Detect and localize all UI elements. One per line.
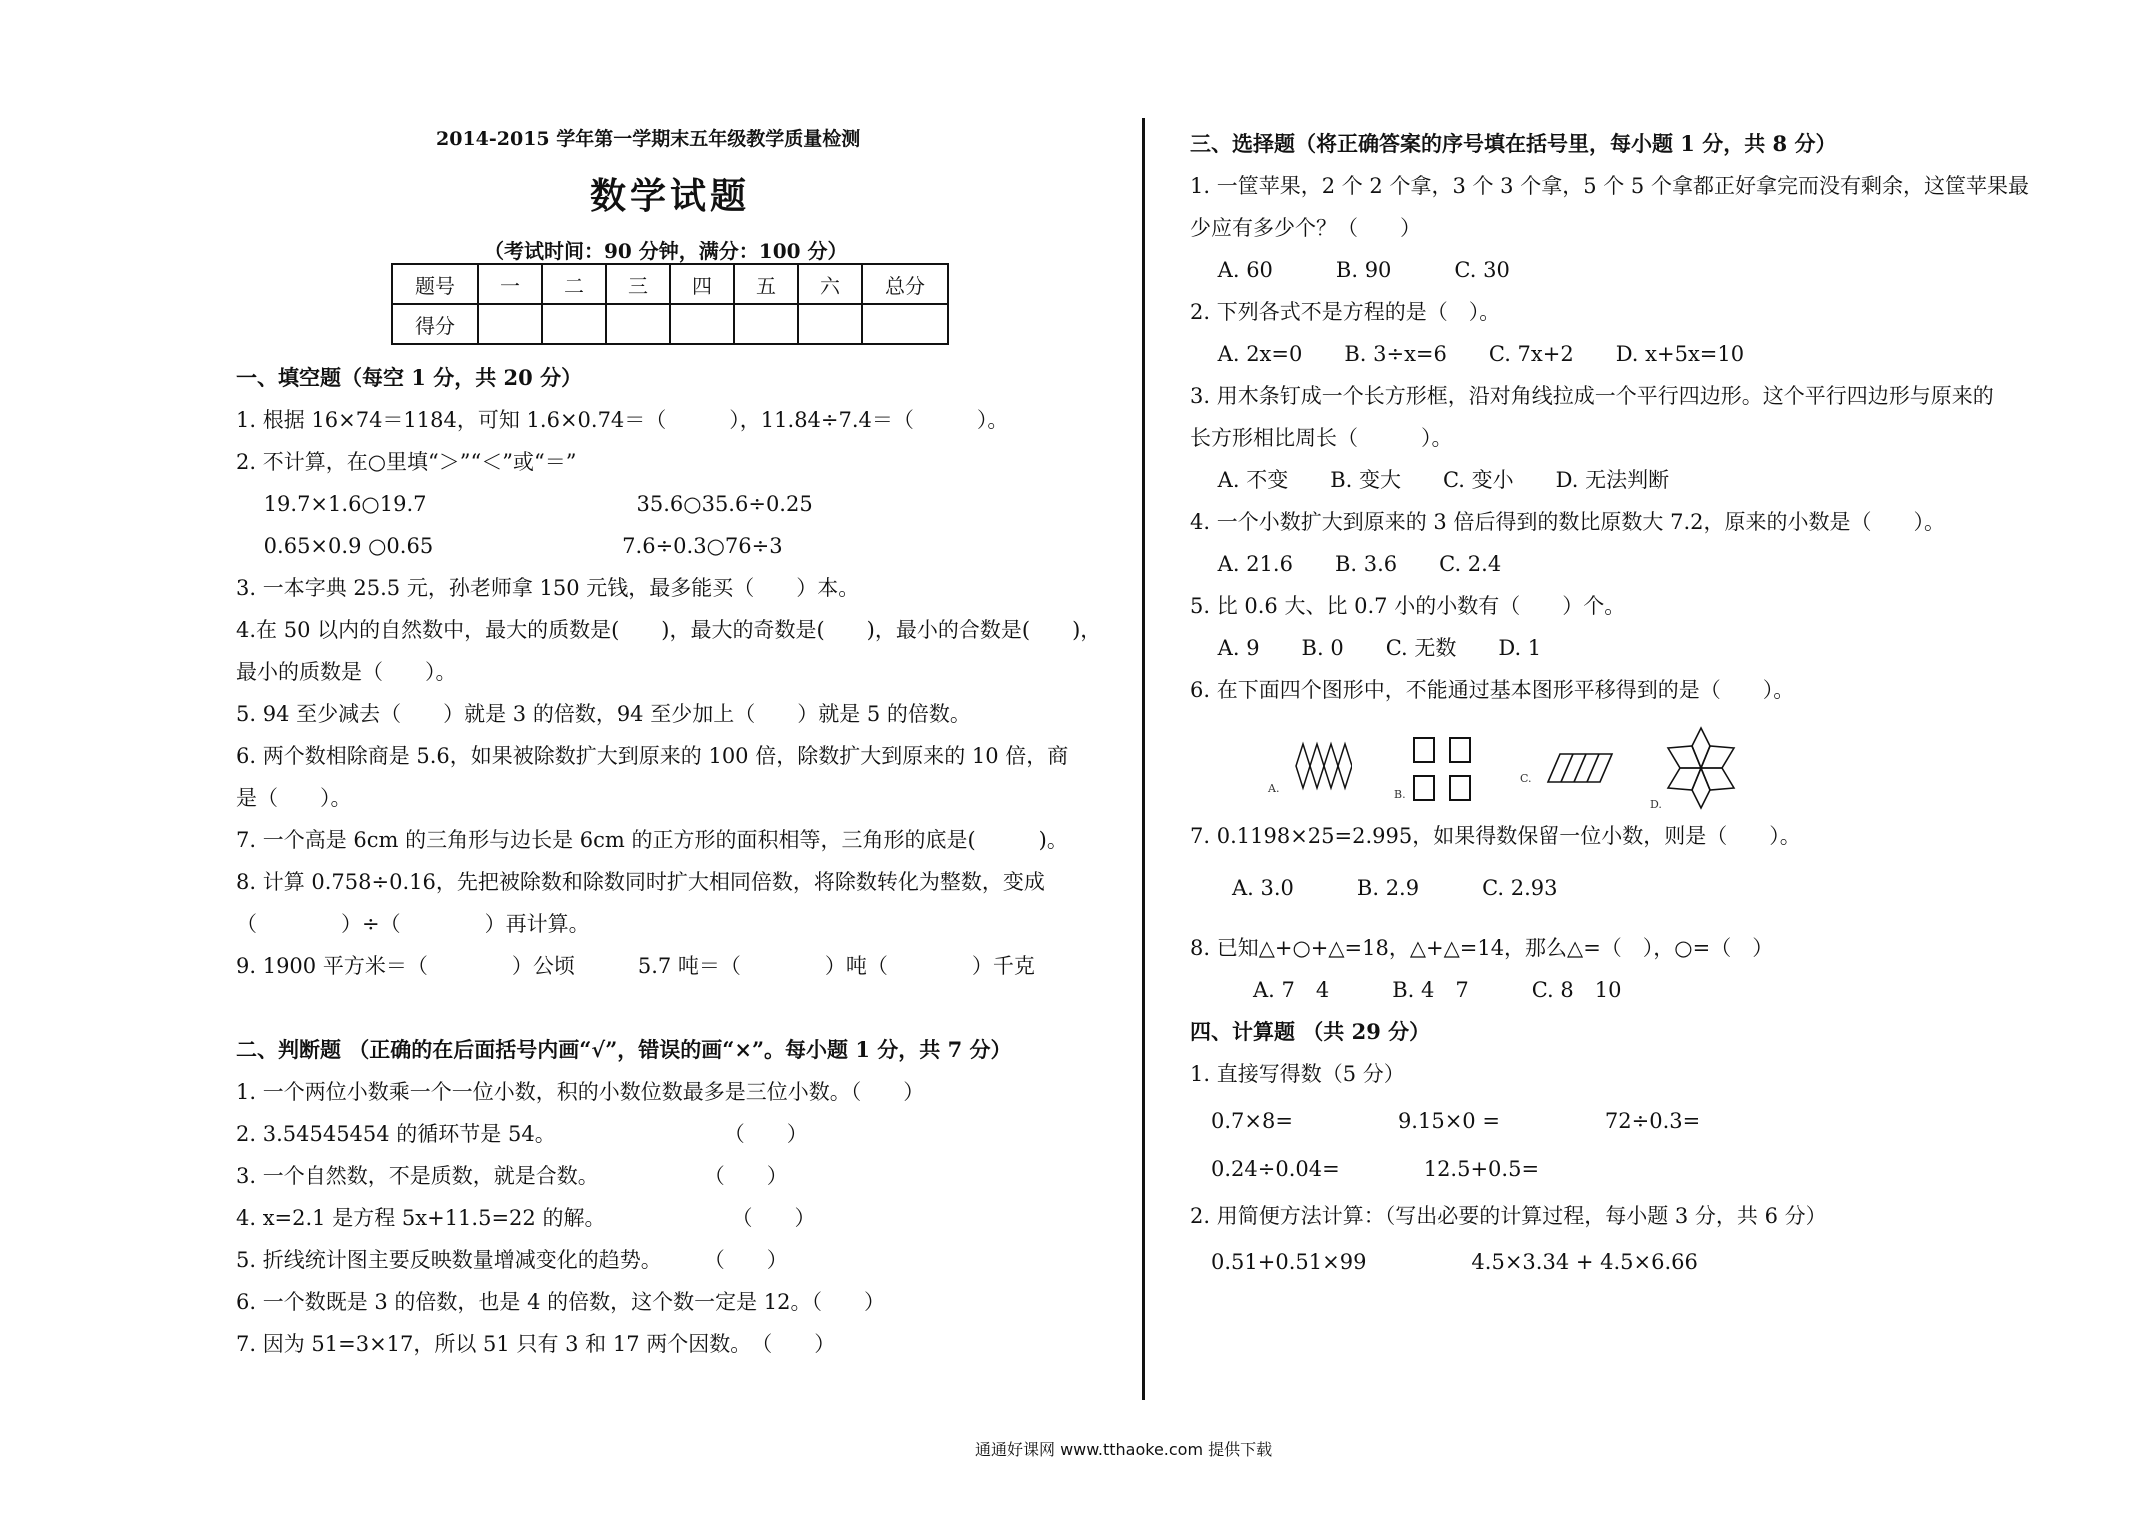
section-heading: 四、计算题 （共 29 分） — [1190, 1019, 1431, 1044]
score-table-label: 得分 — [392, 304, 478, 344]
question-line: 3. 一个自然数，不是质数，就是合数。 （ ） — [236, 1164, 788, 1188]
score-cell[interactable] — [862, 304, 948, 344]
shape-options — [1190, 720, 1750, 830]
question-line: 5. 折线统计图主要反映数量增减变化的趋势。 （ ） — [236, 1248, 788, 1272]
section-heading: 二、判断题 （正确的在后面括号内画“√”，错误的画“×”。每小题 1 分，共 7 分） — [236, 1037, 1012, 1062]
question-line: 1. 一个两位小数乘一个一位小数，积的小数位数最多是三位小数。（ ） — [236, 1080, 925, 1104]
question-line: 9. 1900 平方米＝（ ）公顷 5.7 吨＝（ ）吨（ ）千克 — [236, 954, 1035, 978]
question-line: 4. 一个小数扩大到原来的 3 倍后得到的数比原数大 7.2，原来的小数是（ ）。 — [1190, 510, 1945, 534]
score-table-label: 题号 — [392, 264, 478, 304]
score-cell[interactable] — [606, 304, 670, 344]
exam-title: 数学试题 — [590, 175, 751, 217]
question-line: 长方形相比周长（ ）。 — [1190, 426, 1453, 450]
question-line: 1. 一筐苹果，2 个 2 个拿，3 个 3 个拿，5 个 5 个拿都正好拿完而没有剩余，这筐苹果最 — [1190, 174, 2029, 198]
question-line: 0.65×0.9 ○0.65 7.6÷0.3○76÷3 — [236, 534, 783, 558]
score-table-col: 一 — [478, 264, 542, 304]
question-line: 4.在 50 以内的自然数中，最大的质数是( )，最大的奇数是( )，最小的合数是( )， — [236, 618, 1102, 642]
score-table-col: 五 — [734, 264, 798, 304]
score-table-col: 六 — [798, 264, 862, 304]
question-line: 19.7×1.6○19.7 35.6○35.6÷0.25 — [236, 492, 813, 516]
question-line: 6. 在下面四个图形中，不能通过基本图形平移得到的是（ ）。 — [1190, 678, 1795, 702]
question-line: 0.24÷0.04= 12.5+0.5= — [1190, 1157, 1540, 1181]
diamond-row-figure — [1290, 740, 1352, 792]
score-cell[interactable] — [542, 304, 606, 344]
question-line: 7. 一个高是 6cm 的三角形与边长是 6cm 的正方形的面积相等，三角形的底是( )。 — [236, 828, 1068, 852]
question-line: 5. 比 0.6 大、比 0.7 小的小数有（ ）个。 — [1190, 594, 1626, 618]
question-line: 5. 94 至少减去（ ）就是 3 的倍数，94 至少加上（ ）就是 5 的倍数。 — [236, 702, 971, 726]
question-line: 7. 0.1198×25=2.995，如果得数保留一位小数，则是（ ）。 — [1190, 824, 1801, 848]
score-table-header-row — [392, 264, 948, 304]
question-line: 0.51+0.51×99 4.5×3.34 + 4.5×6.66 — [1190, 1250, 1698, 1274]
section-heading: 三、选择题（将正确答案的序号填在括号里，每小题 1 分，共 8 分） — [1190, 131, 1837, 156]
shape-label-a: A. — [1268, 782, 1280, 795]
score-table-col: 三 — [606, 264, 670, 304]
exam-subtitle: 2014-2015 学年第一学期末五年级教学质量检测 — [436, 128, 861, 150]
score-table-col: 二 — [542, 264, 606, 304]
shape-label-c: C. — [1520, 772, 1532, 785]
score-cell[interactable] — [734, 304, 798, 344]
shape-label-d: D. — [1650, 798, 1662, 811]
question-line: A. 9 B. 0 C. 无数 D. 1 — [1190, 636, 1542, 660]
rhombus-star-figure — [1666, 726, 1736, 810]
question-line: A. 不变 B. 变大 C. 变小 D. 无法判断 — [1190, 468, 1670, 492]
score-cell[interactable] — [478, 304, 542, 344]
score-table-score-row — [392, 304, 948, 344]
question-line: 3. 一本字典 25.5 元，孙老师拿 150 元钱，最多能买（ ）本。 — [236, 576, 860, 600]
question-line: 3. 用木条钉成一个长方形框，沿对角线拉成一个平行四边形。这个平行四边形与原来的 — [1190, 384, 1994, 408]
squares-grid-figure — [1412, 736, 1474, 802]
page-footer: 通通好课网 www.tthaoke.com 提供下载 — [975, 1440, 1273, 1459]
question-line: 4. x=2.1 是方程 5x+11.5=22 的解。 （ ） — [236, 1206, 816, 1230]
score-cell[interactable] — [798, 304, 862, 344]
exam-time-info: （考试时间：90 分钟，满分：100 分） — [484, 239, 848, 263]
parallelogram-strip-figure — [1536, 752, 1614, 784]
question-line: 2. 3.54545454 的循环节是 54。 （ ） — [236, 1122, 808, 1146]
question-line: 最小的质数是（ ）。 — [236, 660, 457, 684]
score-cell[interactable] — [670, 304, 734, 344]
score-table — [391, 263, 949, 345]
shape-label-b: B. — [1394, 788, 1406, 801]
column-divider — [1142, 118, 1145, 1400]
question-line: 0.7×8= 9.15×0 = 72÷0.3= — [1190, 1109, 1701, 1133]
question-line: 6. 一个数既是 3 的倍数，也是 4 的倍数，这个数一定是 12。（ ） — [236, 1290, 886, 1314]
question-line: 2. 不计算，在○里填“＞”“＜”或“＝” — [236, 450, 577, 474]
question-line: （ ）÷（ ）再计算。 — [236, 912, 590, 936]
question-line: 8. 已知△+○+△=18，△+△=14，那么△=（ ），○=（ ） — [1190, 936, 1774, 960]
question-line: A. 2x=0 B. 3÷x=6 C. 7x+2 D. x+5x=10 — [1190, 342, 1745, 366]
score-table-col: 四 — [670, 264, 734, 304]
question-line: 6. 两个数相除商是 5.6，如果被除数扩大到原来的 100 倍，除数扩大到原来的 10 倍，商 — [236, 744, 1069, 768]
question-line: 7. 因为 51=3×17，所以 51 只有 3 和 17 两个因数。 （ ） — [236, 1332, 836, 1356]
section-heading: 一、填空题（每空 1 分，共 20 分） — [236, 365, 583, 390]
question-line: 1. 直接写得数（5 分） — [1190, 1062, 1405, 1086]
question-line: 是（ ）。 — [236, 786, 352, 810]
question-line: 2. 用简便方法计算：（写出必要的计算过程，每小题 3 分，共 6 分） — [1190, 1204, 1827, 1228]
question-line: A. 21.6 B. 3.6 C. 2.4 — [1190, 552, 1502, 576]
question-line: 1. 根据 16×74＝1184，可知 1.6×0.74＝（ ），11.84÷7.4＝（ ）。 — [236, 408, 1009, 432]
question-line: 2. 下列各式不是方程的是（ ）。 — [1190, 300, 1501, 324]
question-line: A. 7 4 B. 4 7 C. 8 10 — [1190, 978, 1622, 1002]
question-line: 少应有多少个？（ ） — [1190, 216, 1421, 240]
score-table-col: 总分 — [862, 264, 948, 304]
question-line: A. 60 B. 90 C. 30 — [1190, 258, 1510, 282]
question-line: A. 3.0 B. 2.9 C. 2.93 — [1190, 876, 1558, 900]
question-line: 8. 计算 0.758÷0.16，先把被除数和除数同时扩大相同倍数，将除数转化为整数，变成 — [236, 870, 1045, 894]
